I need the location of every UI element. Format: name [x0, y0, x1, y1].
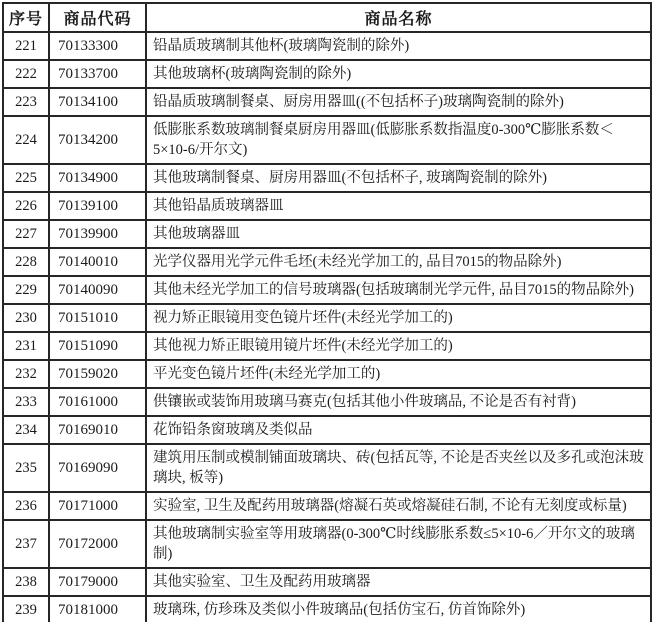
- cell-code: 70169090: [49, 444, 146, 492]
- table-row: [3, 32, 651, 60]
- cell-name: 建筑用压制或模制铺面玻璃块、砖(包括瓦等, 不论是否夹丝以及多孔或泡沫玻璃块, 板等): [146, 444, 651, 492]
- cell-name: 其他铅晶质玻璃器皿: [146, 192, 651, 220]
- cell-serial: 229: [3, 276, 49, 304]
- table-row: [3, 88, 651, 116]
- cell-serial: 225: [3, 164, 49, 192]
- cell-serial: 232: [3, 360, 49, 388]
- table-row: [3, 568, 651, 596]
- cell-serial: 226: [3, 192, 49, 220]
- cell-name: 铅晶质玻璃制餐桌、厨房用器皿((不包括杯子)玻璃陶瓷制的除外): [146, 88, 651, 116]
- cell-serial: 223: [3, 88, 49, 116]
- cell-name: 其他玻璃杯(玻璃陶瓷制的除外): [146, 60, 651, 88]
- cell-code: 70179000: [49, 568, 146, 596]
- cell-code: 70134200: [49, 116, 146, 164]
- cell-code: 70134100: [49, 88, 146, 116]
- table-row: [3, 220, 651, 248]
- table-row: [3, 332, 651, 360]
- table-row: [3, 360, 651, 388]
- cell-serial: 221: [3, 32, 49, 60]
- column-header-serial: 序号: [3, 3, 49, 32]
- cell-serial: 228: [3, 248, 49, 276]
- table-row: [3, 60, 651, 88]
- cell-name: 其他未经光学加工的信号玻璃器(包括玻璃制光学元件, 品目7015的物品除外): [146, 276, 651, 304]
- cell-name: 供镶嵌或装饰用玻璃马赛克(包括其他小件玻璃品, 不论是否有衬背): [146, 388, 651, 416]
- cell-name: 平光变色镜片坯件(未经光学加工的): [146, 360, 651, 388]
- cell-code: 70140010: [49, 248, 146, 276]
- table-row: [3, 116, 651, 164]
- cell-serial: 234: [3, 416, 49, 444]
- cell-serial: 227: [3, 220, 49, 248]
- cell-serial: 236: [3, 492, 49, 520]
- column-header-code: 商品代码: [49, 3, 146, 32]
- table-row: [3, 492, 651, 520]
- commodity-code-table: [2, 2, 652, 622]
- cell-serial: 238: [3, 568, 49, 596]
- cell-code: 70169010: [49, 416, 146, 444]
- cell-code: 70134900: [49, 164, 146, 192]
- table-row: [3, 248, 651, 276]
- cell-code: 70140090: [49, 276, 146, 304]
- table-row: [3, 192, 651, 220]
- cell-serial: 230: [3, 304, 49, 332]
- cell-name: 实验室, 卫生及配药用玻璃器(熔凝石英或熔凝硅石制, 不论有无刻度或标量): [146, 492, 651, 520]
- table-row: [3, 388, 651, 416]
- cell-code: 70172000: [49, 520, 146, 568]
- cell-serial: 233: [3, 388, 49, 416]
- cell-serial: 235: [3, 444, 49, 492]
- cell-code: 70139100: [49, 192, 146, 220]
- cell-serial: 231: [3, 332, 49, 360]
- cell-code: 70181000: [49, 596, 146, 622]
- cell-name: 玻璃珠, 仿珍珠及类似小件玻璃品(包括仿宝石, 仿首饰除外): [146, 596, 651, 622]
- table-row: [3, 304, 651, 332]
- table-row: [3, 164, 651, 192]
- column-header-name: 商品名称: [146, 3, 651, 32]
- cell-name: 视力矫正眼镜用变色镜片坯件(未经光学加工的): [146, 304, 651, 332]
- cell-name: 其他玻璃制餐桌、厨房用器皿(不包括杯子, 玻璃陶瓷制的除外): [146, 164, 651, 192]
- cell-code: 70159020: [49, 360, 146, 388]
- cell-code: 70151090: [49, 332, 146, 360]
- cell-code: 70133300: [49, 32, 146, 60]
- cell-name: 其他玻璃器皿: [146, 220, 651, 248]
- cell-code: 70139900: [49, 220, 146, 248]
- table-row: [3, 596, 651, 622]
- cell-code: 70151010: [49, 304, 146, 332]
- cell-code: 70171000: [49, 492, 146, 520]
- cell-name: 铅晶质玻璃制其他杯(玻璃陶瓷制的除外): [146, 32, 651, 60]
- cell-name: 其他视力矫正眼镜用镜片坯件(未经光学加工的): [146, 332, 651, 360]
- cell-serial: 222: [3, 60, 49, 88]
- cell-name: 其他实验室、卫生及配药用玻璃器: [146, 568, 651, 596]
- cell-serial: 224: [3, 116, 49, 164]
- cell-code: 70161000: [49, 388, 146, 416]
- cell-name: 低膨胀系数玻璃制餐桌厨房用器皿(低膨胀系数指温度0-300℃膨胀系数＜5×10-6/开尔文): [146, 116, 651, 164]
- cell-name: 光学仪器用光学元件毛坯(未经光学加工的, 品目7015的物品除外): [146, 248, 651, 276]
- cell-serial: 239: [3, 596, 49, 622]
- table-row: [3, 276, 651, 304]
- table-row: [3, 520, 651, 568]
- header-row: [3, 3, 651, 32]
- cell-name: 花饰铅条窗玻璃及类似品: [146, 416, 651, 444]
- cell-name: 其他玻璃制实验室等用玻璃器(0-300℃时线膨胀系数≤5×10-6／开尔文的玻璃制): [146, 520, 651, 568]
- cell-serial: 237: [3, 520, 49, 568]
- cell-code: 70133700: [49, 60, 146, 88]
- table-row: [3, 444, 651, 492]
- table-row: [3, 416, 651, 444]
